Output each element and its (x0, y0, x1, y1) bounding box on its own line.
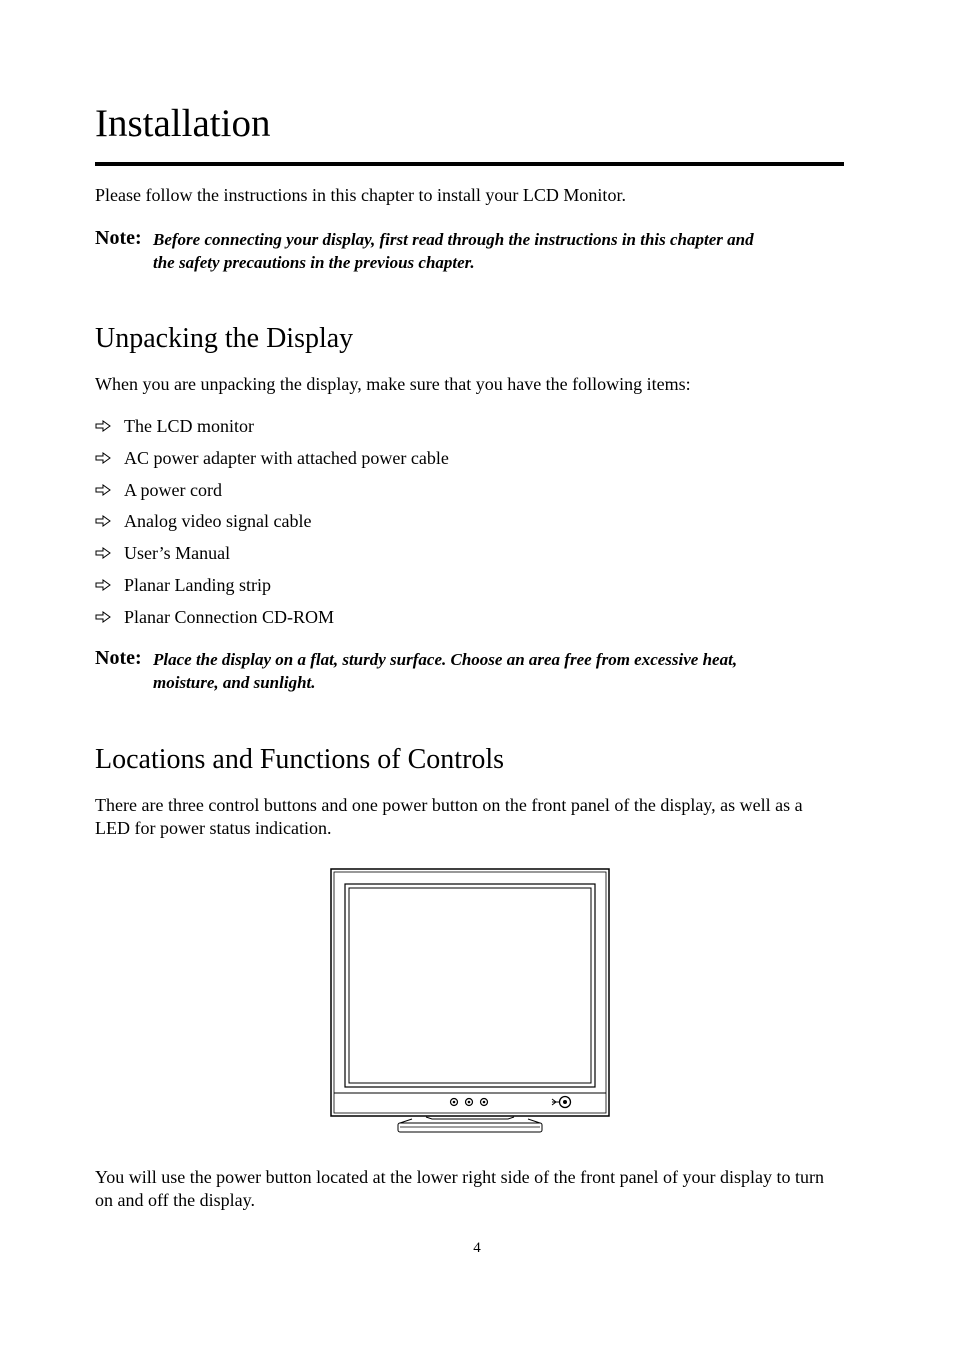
monitor-stand-base (398, 1123, 542, 1132)
arrow-right-outline-icon (95, 611, 111, 623)
note-line: the safety precautions in the previous chapter. (153, 252, 475, 272)
list-item-label: The LCD monitor (124, 416, 254, 436)
title-rule (95, 162, 844, 166)
arrow-right-outline-icon (95, 420, 111, 432)
list-item-label: User’s Manual (124, 543, 231, 564)
power-text-line: You will use the power button located at the lower right side of the front panel of your display to turn (95, 1167, 825, 1187)
power-button-text (95, 1166, 895, 1211)
list-item-label: A power cord (124, 479, 222, 500)
list-item-label: AC power adapter with attached power cable (124, 447, 449, 468)
section-heading-controls: Locations and Functions of Controls (95, 744, 505, 775)
monitor-inner-frame (334, 872, 606, 1113)
section-heading-unpacking: Unpacking the Display (95, 323, 354, 354)
note-text (153, 229, 853, 274)
note-label: Note: (95, 647, 142, 669)
power-button-icon (552, 1097, 571, 1108)
note-line: moisture, and sunlight. (153, 672, 316, 692)
list-item-label: Planar Landing strip (124, 574, 271, 595)
page-number: 4 (473, 1240, 481, 1256)
monitor-screen-outer (345, 884, 595, 1087)
power-text-line: on and off the display. (95, 1189, 255, 1210)
page-title: Installation (95, 102, 271, 145)
controls-text (95, 794, 875, 839)
note-text (153, 649, 853, 694)
note-label: Note: (95, 227, 142, 249)
arrow-right-outline-icon (95, 515, 111, 527)
monitor-stand-neck (426, 1117, 514, 1119)
monitor-screen (349, 888, 591, 1083)
arrow-right-outline-icon (95, 547, 111, 559)
list-item-label: Planar Connection CD-ROM (124, 606, 334, 627)
unpacking-text: When you are unpacking the display, make sure that you have the following items: (95, 374, 691, 394)
note-2 (95, 649, 855, 697)
note-1 (95, 229, 855, 277)
monitor-front-view-diagram (328, 866, 614, 1138)
intro-text: Please follow the instructions in this chapter to install your LCD Monitor. (95, 185, 626, 205)
arrow-right-outline-icon (95, 452, 111, 464)
list-item-label: Analog video signal cable (124, 511, 312, 532)
controls-text-line: LED for power status indication. (95, 817, 332, 838)
arrow-right-outline-icon (95, 579, 111, 591)
note-line: Before connecting your display, first read through the instructions in this chapter and (153, 230, 754, 249)
note-line: Place the display on a flat, sturdy surface. Choose an area free from excessive heat, (153, 650, 738, 669)
arrow-right-outline-icon (95, 484, 111, 496)
monitor-outer-frame (331, 869, 609, 1116)
controls-text-line: There are three control buttons and one power button on the front panel of the display, as well as a (95, 795, 803, 815)
